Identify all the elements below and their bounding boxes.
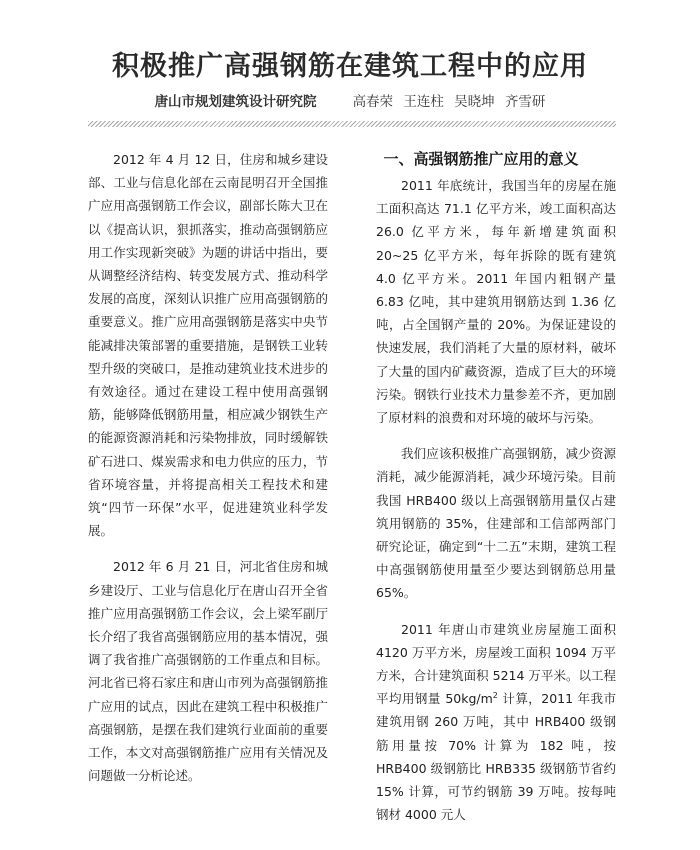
article-title: 积极推广高强钢筋在建筑工程中的应用 xyxy=(112,51,588,82)
paragraph-text: 计算，2011 年我市建筑用钢 260 万吨，其中 HRB400 级钢筋用量按 70% 计算为 182 吨，按 HRB400 级钢筋比 HRB335 级钢筋节省约 15% 计算，可节约钢筋 39 万吨。按每吨钢材 4000 元人 xyxy=(376,691,616,823)
body-paragraph: 2011 年底统计，我国当年的房屋在施工面积高达 71.1 亿平方米，竣工面积高达 26.0 亿平方米，每年新增建筑面积 20~25 亿平方米，每年拆除的既有建筑 4.0 亿平方米。2011 年国内粗钢产量 6.83 亿吨，其中建筑用钢筋达到 1.36 亿吨，占全国钢产量的 20%。为保证建设的快速发展，我们消耗了大量的原材料，破坏了大量的国内矿藏资源，造成了巨大的环境污染。钢铁行业技术力量参差不齐，更加剧了原材料的浪费和对环境的破坏与污染。 xyxy=(376,178,616,426)
body-paragraph: 我们应该积极推广高强钢筋，减少资源消耗，减少能源消耗，减少环境污染。目前我国 HRB400 级以上高强钢筋用量仅占建筑用钢筋的 35%，住建部和工信部两部门研究论证，确定到“十二五”末期，建筑工程中高强钢筋使用量至少要达到钢筋总用量 65%。 xyxy=(376,446,616,601)
body-paragraph: 2012 年 6 月 21 日，河北省住房和城乡建设厅、工业与信息化厅在唐山召开全省推广应用高强钢筋工作会议，会上梁军副厅长介绍了我省高强钢筋应用的基本情况，强调了我省推广高强钢筋的工作重点和目标。河北省已将石家庄和唐山市列为高强钢筋推广应用的试点，因此在建筑工程中积极推广高强钢筋，是摆在我们建筑行业面前的重要工作，本文对高强钢筋推广应用有关情况及问题做一分析论述。 xyxy=(88,559,328,784)
author-institution: 唐山市规划建筑设计研究院 xyxy=(154,94,317,110)
hatched-divider xyxy=(88,121,616,127)
body-paragraph: 2012 年 4 月 12 日，住房和城乡建设部、工业与信息化部在云南昆明召开全国推广应用高强钢筋工作会议，副部长陈大卫在以《提高认识，狠抓落实，推动高强钢筋应用工作实现新突破》为题的讲话中指出，要从调整经济结构、转变发展方式、推动科学发展的高度，深刻认识推广应用高强钢筋的重要意义。推广应用高强钢筋是落实中央节能减排决策部署的重要措施，是钢铁工业转型升级的突破口，是推动建筑业技术进步的有效途径。通过在建设工程中使用高强钢筋，能够降低钢筋用量，相应减少钢铁生产的能源资源消耗和污染物排放，同时缓解铁矿石进口、煤炭需求和电力供应的压力，节省环境容量，并将提高相关工程技术和建筑“四节一环保”水平，促进建筑业科学发展。 xyxy=(88,152,328,539)
right-column xyxy=(376,148,616,839)
byline xyxy=(0,90,700,110)
left-column xyxy=(88,148,328,800)
superscript: 2 xyxy=(492,691,498,701)
author-names: 高春荣 王连柱 吴晓坤 齐雪研 xyxy=(352,94,546,110)
section-heading: 一、高强钢筋推广应用的意义 xyxy=(383,150,579,168)
body-paragraph xyxy=(376,618,616,827)
paragraph-text: 2011 年唐山市建筑业房屋施工面积 4120 万平方米，房屋竣工面积 1094 万平方米，合计建筑面积 5214 万平米。以工程平均用钢量 50kg/m xyxy=(376,621,616,707)
